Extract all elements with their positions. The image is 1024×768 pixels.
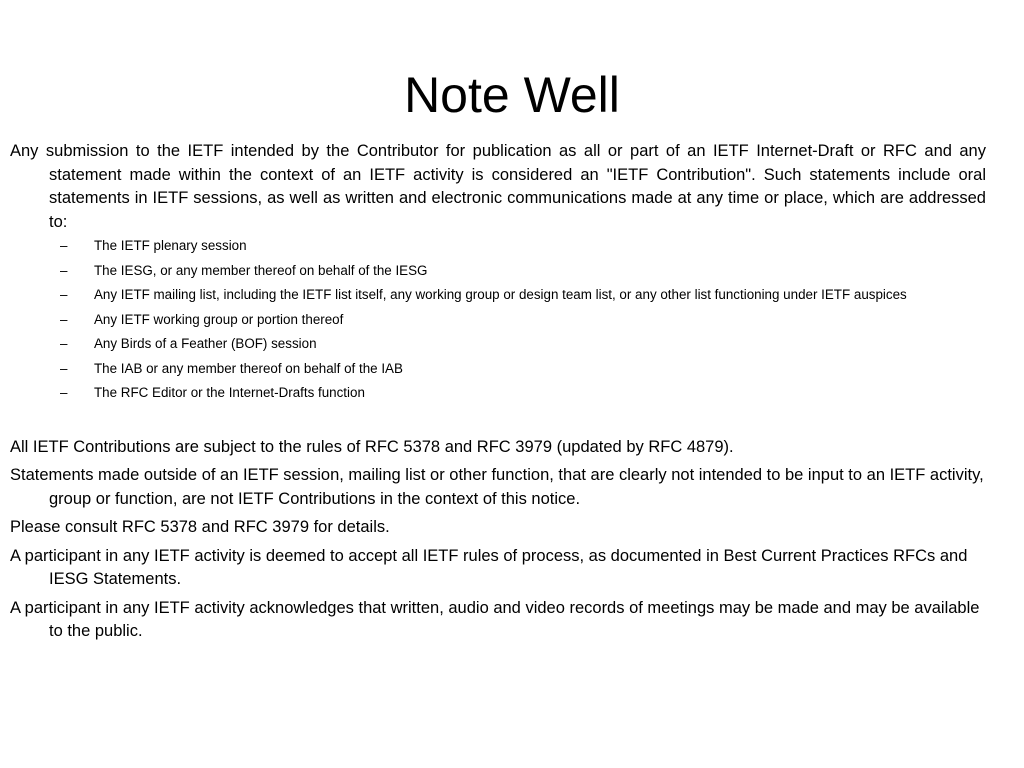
list-item (10, 359, 986, 380)
addressee-list (10, 236, 986, 404)
list-item-text: The IETF plenary session (94, 238, 247, 253)
list-item (10, 236, 986, 257)
intro-paragraph: Any submission to the IETF intended by the Contributor for publication as all or part of an IETF Internet-Draft or RFC and any statement made within the context of an IETF activity is considered an "IETF Contribution". Such statements include oral statements in IETF sessions, as well as written and electronic communications made at any time or place, which are addressed to: (10, 142, 986, 231)
dash-marker: – (60, 385, 68, 400)
dash-marker: – (60, 360, 68, 376)
slide-body (10, 140, 986, 644)
list-item (10, 285, 986, 306)
consult-rfc-paragraph: Please consult RFC 5378 and RFC 3979 for details. (10, 518, 390, 536)
dash-marker: – (60, 311, 68, 327)
list-item-text: Any IETF mailing list, including the IETF list itself, any working group or design team list, or any other list functioning under IETF auspices (94, 287, 907, 302)
dash-marker: – (60, 262, 68, 278)
slide-title: Note Well (404, 67, 620, 123)
list-item-text: The IESG, or any member thereof on behalf of the IESG (94, 262, 428, 278)
list-item-text: Any IETF working group or portion thereof (94, 311, 344, 327)
list-item (10, 310, 986, 331)
list-item (10, 261, 986, 282)
list-item-text: Any Birds of a Feather (BOF) session (94, 336, 317, 351)
list-item (10, 334, 986, 355)
list-item-text: The IAB or any member thereof on behalf of the IAB (94, 360, 403, 376)
list-item-text: The RFC Editor or the Internet-Drafts function (94, 385, 365, 400)
list-item (10, 383, 986, 404)
accept-rules-paragraph: A participant in any IETF activity is deemed to accept all IETF rules of process, as documented in Best Current Practices RFCs and IESG Statements. (10, 546, 968, 588)
records-paragraph: A participant in any IETF activity acknowledges that written, audio and video records of meetings may be made and may be available to the public. (10, 598, 980, 640)
dash-marker: – (60, 336, 68, 351)
contributions-rules-paragraph: All IETF Contributions are subject to the rules of RFC 5378 and RFC 3979 (updated by RFC 4879). (10, 437, 734, 456)
dash-marker: – (60, 238, 68, 253)
outside-statements-paragraph: Statements made outside of an IETF session, mailing list or other function, that are clearly not intended to be input to an IETF activity, group or function, are not IETF Contributions in the context of this notice. (10, 466, 984, 508)
dash-marker: – (60, 287, 68, 302)
section-spacer (10, 408, 986, 436)
